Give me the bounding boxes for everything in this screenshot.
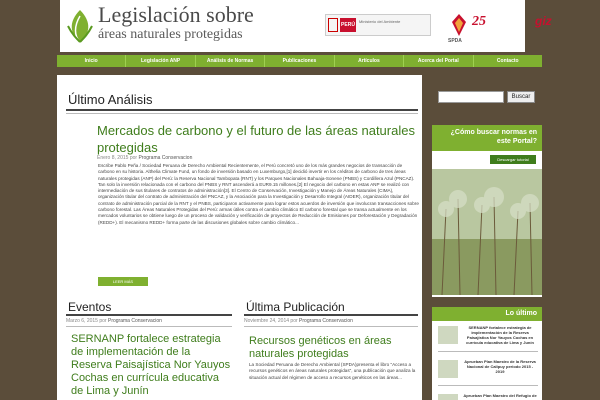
- lo-ultimo-item-text[interactable]: Aprueban Plan Maestro de la Reserva Nacional de Calipuy periodo 2015 - 2019: [464, 359, 536, 374]
- peru-shield-icon: [328, 18, 338, 32]
- article-date: Enero 8, 2015: [97, 155, 129, 161]
- lo-ultimo-header: [432, 307, 542, 321]
- item-thumbnail: [438, 360, 458, 378]
- lo-ultimo-item-text[interactable]: Aprueban Plan Maestro del Refugio de: [463, 393, 537, 398]
- lo-ultimo-item[interactable]: [438, 390, 538, 400]
- publicacion-meta: [244, 318, 353, 324]
- article-author[interactable]: Programa Conservacion: [138, 155, 193, 161]
- main-nav: [57, 55, 542, 67]
- lo-ultimo-item[interactable]: [438, 356, 538, 386]
- spda-label: SPDA: [448, 38, 462, 44]
- tutorial-panel: [432, 151, 542, 297]
- nav-inicio[interactable]: Inicio: [57, 55, 126, 67]
- anniversary-label: 25: [472, 14, 486, 29]
- nav-analisis-normas[interactable]: Análisis de Normas: [196, 55, 265, 67]
- main-content: [57, 75, 422, 400]
- article-title[interactable]: Mercados de carbono y el futuro de las áreas naturales protegidas: [97, 123, 415, 155]
- publicacion-divider-thin: [244, 326, 418, 327]
- eventos-divider-thin: [66, 326, 232, 327]
- help-question: ¿Cómo buscar normas en este Portal?: [450, 129, 537, 145]
- publicacion-post-title[interactable]: Recursos genéticos en áreas naturales protegidas: [249, 335, 392, 360]
- search-input[interactable]: [438, 91, 504, 103]
- nav-contacto[interactable]: Contacto: [496, 58, 519, 64]
- section-divider-thin: [66, 113, 418, 114]
- nav-legislacion-anp[interactable]: Legislación ANP: [126, 55, 195, 67]
- article-by: por: [129, 155, 138, 161]
- download-tutorial-button[interactable]: Descargar tutorial: [490, 155, 536, 164]
- section-title-ultima-publicacion: Última Publicación: [246, 300, 345, 314]
- eventos-date: Marzo 6, 2015: [66, 318, 98, 324]
- minam-label: Ministerio del Ambiente: [359, 19, 401, 24]
- forest-thumbnail-icon: [432, 169, 542, 295]
- section-title-eventos: Eventos: [68, 300, 112, 314]
- peru-label: PERÚ: [340, 18, 356, 32]
- lo-ultimo-item-text[interactable]: SERNANP fortalece estrategia de implementación de la Reserva Paisajística Nor Yauyos Cochas en currícula educativa de Lima y Junín: [466, 325, 534, 345]
- publicacion-date: Noviembre 24, 2014: [244, 318, 290, 324]
- publicacion-author[interactable]: Programa Conservacion: [299, 318, 353, 324]
- eventos-post-title[interactable]: SERNANP fortalece estrategia de implementación de la Reserva Paisajística Nor Yauyos Cochas en currícula educativa de Lima y Junín: [71, 333, 231, 397]
- site-header: [60, 0, 552, 52]
- search-button[interactable]: Buscar: [507, 91, 535, 103]
- peru-minam-logo: [325, 14, 431, 36]
- site-title-line1: Legislación sobre: [98, 2, 254, 27]
- nav-publicaciones[interactable]: Publicaciones: [265, 55, 334, 67]
- eventos-divider: [66, 314, 232, 316]
- publicacion-by: por: [290, 318, 298, 324]
- read-more-button[interactable]: LEER MÁS: [98, 277, 148, 286]
- site-title-line2: áreas naturales protegidas: [98, 27, 243, 42]
- site-title[interactable]: [98, 4, 254, 42]
- giz-logo: giz: [535, 14, 552, 28]
- nav-articulos[interactable]: Artículos: [335, 55, 404, 67]
- item-thumbnail: [438, 394, 458, 400]
- leaf-logo-icon[interactable]: [66, 6, 94, 46]
- lo-ultimo-item[interactable]: [438, 322, 538, 352]
- eventos-by: por: [99, 318, 107, 324]
- help-box: [432, 125, 542, 151]
- eventos-author[interactable]: Programa Conservacion: [107, 318, 162, 324]
- section-divider: [66, 109, 418, 111]
- nav-acerca-portal[interactable]: Acerca del Portal: [404, 55, 473, 67]
- publicacion-divider: [244, 314, 418, 316]
- article-meta: [97, 155, 192, 161]
- publicacion-post-body: La Sociedad Peruana de Derecho Ambiental (SPDA)presenta el libro "Acceso a recursos genéticos en áreas naturales protegidas", una publicación que analiza la situación actual del régimen de acceso a recursos genéticos en las áreas...: [249, 362, 416, 380]
- lo-ultimo-title: Lo último: [505, 310, 537, 317]
- eventos-meta: [66, 318, 162, 324]
- spda-logo-icon: [448, 12, 470, 38]
- article-body: Escribe Pablo Peña / Sociedad Peruana de Derecho Ambiental Recientemente, el Perú concretó uno de los más grandes negocios de transacción de carbono en su historia. Althelia Climate Fund, un fondo de inversión basado en Luxemburgo,[1] decidió invertir en los créditos de carbono de tres áreas naturales protegidas (ANP) del Perú: la Reserva Nacional Tambopata (RNT) y los Parques Nacionales Bahuaja-Sonene (PNBS) y Cordillera Azul (PNCAZ). Tan solo la inversión relacionada con el carbono del PNBS y RNT ascenderá a EUR9.15 millones.[2] El negocio del carbono en estas ANP se realizó con intermediación de sus titulares de contratos de administración[3]. El Centro de Conservación, Investigación y Manejo de Áreas Naturales (CIMA), organización titular del contrato de administración del PNCAZ, y la Asociación para la Investigación y Desarrollo Integral (AIDER), organización titular del contrato de administración parcial de la RNT y el PNBS, participaron activamente para lograr estos acuerdos de inversión que involucran transacciones sobre carbono forestal. Las Áreas Naturales Protegidas del Perú: armas útiles contra el cambio climático El carbono forestal que se transa actualmente en los mercados voluntarios se obtiene luego de un proceso de validación y verificación de proyectos de Reducción de Emisiones por Deforestación y Degradación (REDD+). El mecanismo REDD+ forma parte de las discusiones globales sobre cambio climático...: [98, 163, 419, 225]
- section-title-ultimo-analisis: Último Análisis: [68, 92, 153, 107]
- item-thumbnail: [438, 326, 458, 344]
